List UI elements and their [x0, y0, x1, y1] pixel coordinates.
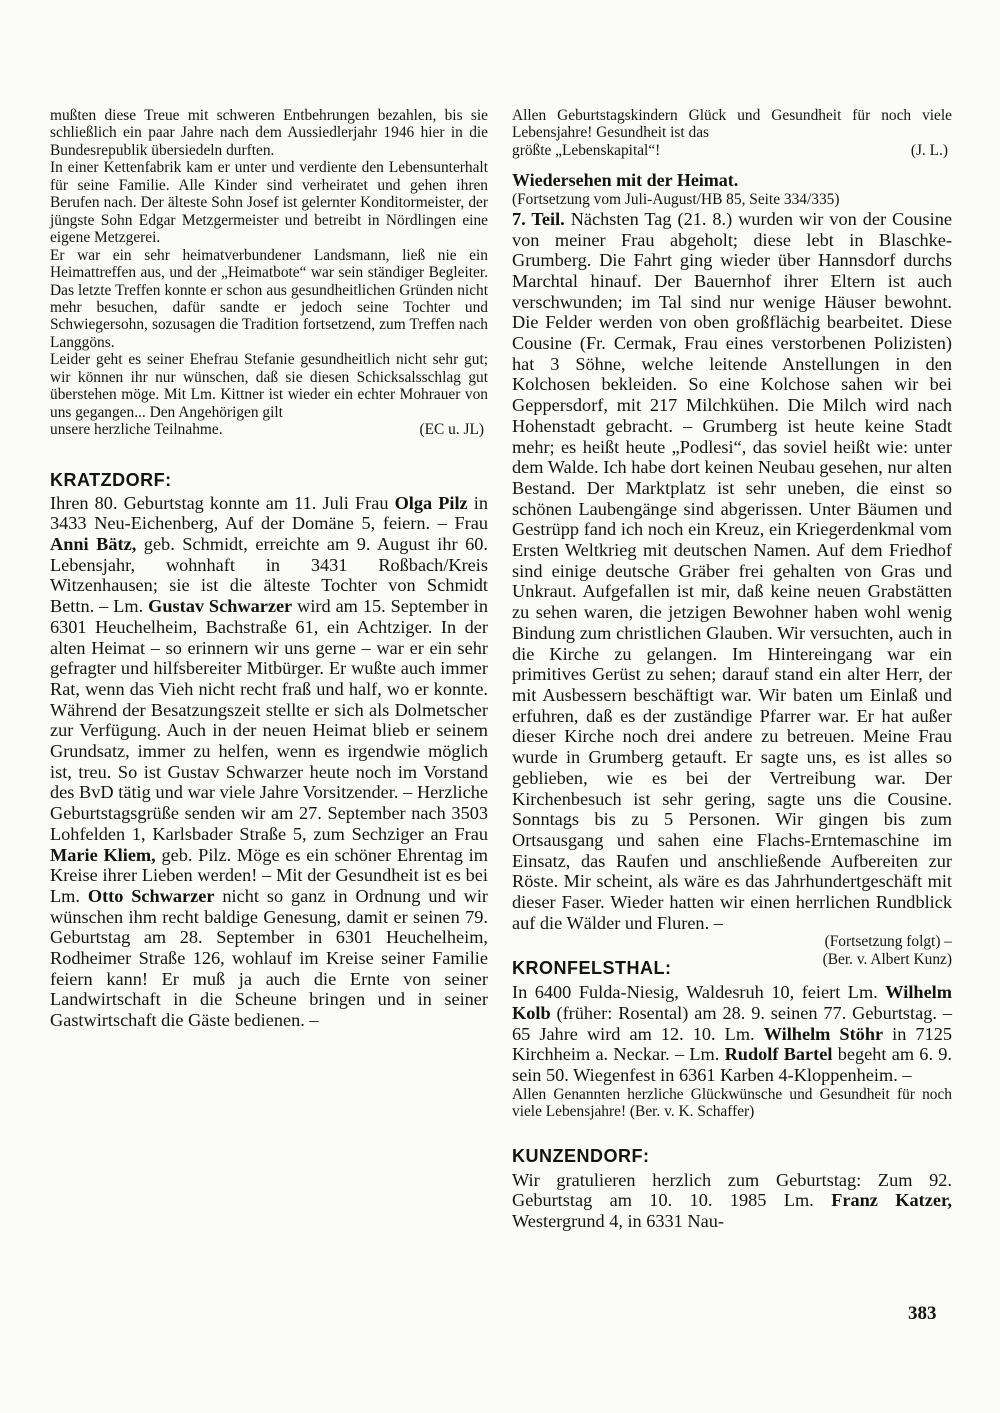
- person-name: Franz Katzer,: [831, 1190, 952, 1211]
- reporter-credit: (Ber. v. Albert Kunz): [822, 950, 952, 968]
- right-column: [512, 107, 952, 1232]
- left-column: [50, 107, 488, 1031]
- text-run: wird am 15. September in 6301 Heuchelheim, Bachstraße 61, ein Achtziger. In der alten Heimat – so erinnern wir uns gerne – war er ein sehr gefragter und hilfsbereiter Mitbürger. Er wußte auch immer Rat, wenn das Vieh nicht recht fraß und half, wo er konnte. Während der Besatzungszeit stellte er sich als Dolmetscher zur Verfügung. Auch in der neuen Heimat blieb er seinem Grundsatz, immer zu helfen, wenn es irgendwie möglich ist, treu. So ist Gustav Schwarzer heute noch im Vorstand des BvD tätig und war viele Jahre Vorsitzender. – Herzliche Geburtstagsgrüße senden wir am 27. September nach 3503 Lohfelden 1, Karlsbader Straße 5, zum Sechziger an Frau: [50, 596, 488, 844]
- person-name: Rudolf Bartel: [724, 1044, 833, 1065]
- obituary-paragraph-1: mußten diese Treue mit schweren Entbehrungen bezahlen, bis sie schließlich ein paar Jahre nach dem Aussiedlerjahr 1946 hier in die Bundesrepublik übersiedeln durften.: [50, 107, 488, 159]
- person-name: Wilhelm Kolb: [512, 982, 952, 1024]
- kunzendorf-heading: KUNZENDORF:: [512, 1145, 650, 1166]
- obituary-last-line: unsere herzliche Teilnahme.: [50, 421, 223, 439]
- page-number: 383: [908, 1303, 937, 1324]
- kratzdorf-body: [50, 493, 488, 1031]
- greeting-signature: (J. L.): [910, 141, 948, 159]
- greeting-closing: [512, 142, 952, 159]
- text-run: In 6400 Fulda-Niesig, Waldesruh 10, feiert Lm.: [512, 982, 886, 1003]
- text-run: nicht so ganz in Ordnung und wir wünschen ihm recht baldige Genesung, damit er seinen 79. Geburtstag am 28. September in 6301 Heuchelheim, Rodheimer Straße 126, wohlauf im Kreise seiner Familie feiern kann! Er muß ja auch die Ernte von seiner Landwirtschaft in die Scheune bringen und in seiner Gastwirtschaft die Gäste bedienen. –: [50, 885, 488, 1031]
- person-name: Gustav Schwarzer: [148, 596, 293, 617]
- text-run: geb. Schmidt, erreichte am 9. August ihr 60. Lebensjahr, wohnhaft in 3431 Roßbach/Kreis Witzenhausen; sie ist die älteste Tochter von Schmidt Bettn. – Lm.: [50, 534, 488, 617]
- wiedersehen-body: [512, 209, 952, 934]
- obituary-paragraph-4: Leider geht es seiner Ehefrau Stefanie gesundheitlich nicht sehr gut; wir können ihr nur wünschen, daß sie diesen Schicksalsschlag gut überstehen möge. Mit Lm. Kittner ist wieder ein echter Mohrauer von uns gegangen... Den Angehörigen gilt: [50, 351, 488, 421]
- text-run: in 3433 Neu-Eichenberg, Auf der Domäne 5, feiern. – Frau: [50, 492, 488, 534]
- text-run: Wir gratulieren herzlich zum Geburtstag: Zum 92. Geburtstag am 10. 10. 1985 Lm.: [512, 1169, 952, 1211]
- wiedersehen-part-label: 7. Teil.: [512, 208, 565, 229]
- person-name: Marie Kliem,: [50, 844, 156, 865]
- obituary-paragraph-2: In einer Kettenfabrik kam er unter und verdiente den Lebensunterhalt für seine Familie. Alle Kinder sind verheiratet und gehen ihren Berufen nach. Der älteste Sohn Josef ist gelernter Konditormeister, der jüngste Sohn Edgar Metzgermeister und betreibt in Nördlingen eine eigene Metzgerei.: [50, 159, 488, 247]
- kratzdorf-heading: KRATZDORF:: [50, 469, 172, 490]
- wiedersehen-subtitle: (Fortsetzung vom Juli-August/HB 85, Seite 334/335): [512, 191, 840, 209]
- person-name: Anni Bätz,: [50, 534, 137, 555]
- text-run: (früher: Rosental) am 28. 9. seinen 77. Geburtstag. – 65 Jahre wird am 12. 10. Lm.: [512, 1003, 952, 1044]
- text-run: Ihren 80. Geburtstag konnte am 11. Juli Frau: [50, 492, 395, 513]
- greeting-text: Allen Geburtstagskindern Glück und Gesundheit für noch viele Lebensjahre! Gesundheit ist das: [512, 107, 952, 142]
- kronfelsthal-closing: Allen Genannten herzliche Glückwünsche und Gesundheit für noch viele Lebensjahre! (Ber. v. K. Schaffer): [512, 1085, 952, 1121]
- text-run: begeht am 6. 9. sein 50. Wiegenfest in 6361 Karben 4-Kloppenheim. –: [512, 1044, 952, 1086]
- obituary-closing: [50, 421, 488, 438]
- person-name: Olga Pilz: [394, 492, 468, 513]
- kronfelsthal-heading: KRONFELSTHAL:: [512, 958, 672, 979]
- person-name: Wilhelm Stöhr: [763, 1023, 884, 1044]
- greeting-last-line: größte „Lebenskapital“!: [512, 141, 661, 159]
- text-run: in 7125 Kirchheim a. Neckar. – Lm.: [512, 1023, 952, 1065]
- kunzendorf-body: [512, 1170, 952, 1232]
- wiedersehen-text: Nächsten Tag (21. 8.) wurden wir von der Cousine von meiner Frau abgeholt; diese lebt in Blaschke-Grumberg. Die Fahrt ging wieder über Hannsdorf durchs Marchtal hinauf. Der Bauernhof ihrer Eltern ist auch verschwunden; im Tal sind nur wenige Häuser bewohnt. Die Felder werden von oben großflächig bearbeitet. Diese Cousine (Fr. Cermak, Frau eines verstorbenen Polizisten) hat 3 Söhne, welche leitende Anstellungen in den Kolchosen bekleiden. So eine Kolchose sahen wir bei Geppersdorf, mit 217 Milchkühen. Die Milch wird nach Hohenstadt gebracht. – Grumberg ist heute keine Stadt mehr; es heißt heute „Podlesi“, das soviel heißt wie: unter dem Walde. Ich habe dort keinen Neubau gesehen, nur alten Bestand. Der Marktplatz ist sehr uneben, die einst so schönen Laubengänge sind abgerissen. Unter Bäumen und Gestrüpp fand ich noch ein Kreuz, ein Kriegerdenkmal vom Ersten Weltkrieg mit deutschen Namen. Auf dem Friedhof sind einige deutsche Gräber frei gehalten von Gras und Unkraut. Aufgefallen ist mir, daß keine neuen Grabstätten zu sehen waren, die jetzigen Bewohner haben wohl wenig Bindung zum christlichen Glauben. Wir versuchten, auch in die Kirche zu gelangen. Im Hintereingang war ein primitives Gerüst zu sehen; darauf stand ein alter Herr, der mit Ausbessern beschäftigt war. Wir baten um Einlaß und erfuhren, daß es der zuständige Pfarrer war. Er hat außer dieser Kirche noch drei andere zu betreuen. Meine Frau wurde in Grumberg getauft. Er sagte uns, es ist alles so geblieben, wie es bei der Vertreibung war. Der Kirchenbesuch ist sehr gering, sagte uns die Cousine. Sonntags bis zu 5 Personen. Wir gingen bis zum Ortsausgang und sahen eine Flachs-Erntemaschine im Einsatz, das Raufen und anschließende Aufbereiten zur Röste. Mir scheint, als wäre es das Jahrhundertgeschäft mit dieser Faser. Wieder hatten wir einen herrlichen Rundblick auf die Wälder und Fluren. –: [512, 208, 952, 933]
- kronfelsthal-body: [512, 982, 952, 1086]
- continuation-note: (Fortsetzung folgt) –: [824, 933, 952, 951]
- text-run: geb. Pilz. Möge es ein schöner Ehrentag im Kreise ihrer Lieben werden! – Mit der Gesundheit ist es bei Lm.: [50, 844, 488, 906]
- person-name: Otto Schwarzer: [87, 885, 215, 906]
- obituary-signature: (EC u. JL): [419, 421, 484, 439]
- obituary-paragraph-3: Er war ein sehr heimatverbundener Landsmann, ließ nie ein Heimattreffen aus, und der „Heimatbote“ war sein ständiger Begleiter. Das letzte Treffen konnte er schon aus gesundheitlichen Gründen nicht mehr besuchen, dafür sandte er jedoch seine Tochter und Schwiegersohn, sozusagen die Tradition fortsetzend, zum Treffen nach Langgöns.: [50, 246, 488, 351]
- text-run: Westergrund 4, in 6331 Nau-: [512, 1211, 724, 1232]
- wiedersehen-heading: Wiedersehen mit der Heimat.: [512, 170, 739, 191]
